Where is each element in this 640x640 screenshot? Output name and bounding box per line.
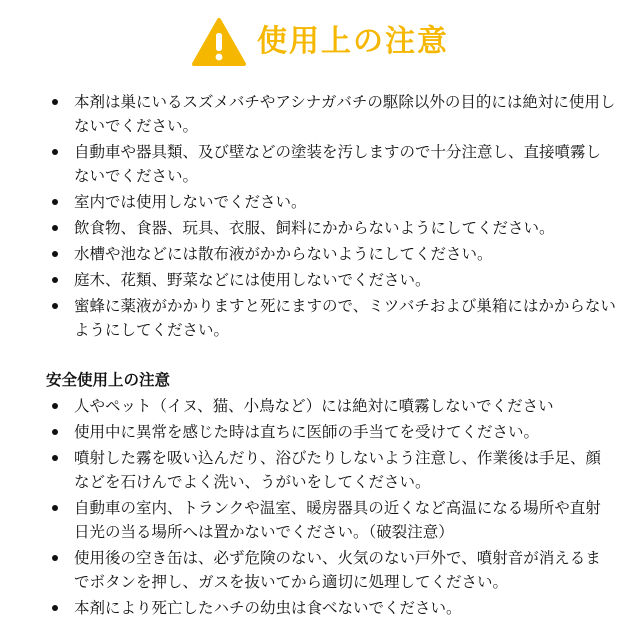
- list-item: 自動車の室内、トランクや温室、暖房器具の近くなど高温になる場所や直射日光の当る場所へは置かないでください。（破裂注意）: [46, 496, 616, 544]
- page-title: 使用上の注意: [257, 24, 449, 59]
- safety-notes-list: [46, 394, 616, 620]
- title-row: [0, 12, 640, 72]
- notes-content: [46, 90, 616, 622]
- list-item: 噴射した霧を吸い込んだり、浴びたりしないよう注意し、作業後は手足、顔などを石けんでよく洗い、うがいをしてください。: [46, 446, 616, 494]
- list-item: 蜜蜂に薬液がかかりますと死にますので、ミツバチおよび巣箱にはかからないようにしてください。: [46, 294, 616, 342]
- list-item: 自動車や器具類、及び壁などの塗装を汚しますので十分注意し、直接噴霧しないでください。: [46, 140, 616, 188]
- list-item: 使用中に異常を感じた時は直ちに医師の手当てを受けてください。: [46, 420, 616, 444]
- list-item: 使用後の空き缶は、必ず危険のない、火気のない戸外で、噴射音が消えるまでボタンを押し、ガスを抜いてから適切に処理してください。: [46, 546, 616, 594]
- list-item: 飲食物、食器、玩具、衣服、飼料にかからないようにしてください。: [46, 216, 616, 240]
- warning-triangle-icon: [191, 17, 247, 67]
- safety-section: [46, 368, 616, 620]
- usage-notes-list: [46, 90, 616, 342]
- list-item: 室内では使用しないでください。: [46, 190, 616, 214]
- list-item: 人やペット（イヌ、猫、小鳥など）には絶対に噴霧しないでください: [46, 394, 616, 418]
- list-item: 本剤は巣にいるスズメバチやアシナガバチの駆除以外の目的には絶対に使用しないでください。: [46, 90, 616, 138]
- safety-heading: 安全使用上の注意: [46, 371, 171, 389]
- list-item: 本剤により死亡したハチの幼虫は食べないでください。: [46, 596, 616, 620]
- list-item: 水槽や池などには散布液がかからないようにしてください。: [46, 242, 616, 266]
- list-item: 庭木、花類、野菜などには使用しないでください。: [46, 268, 616, 292]
